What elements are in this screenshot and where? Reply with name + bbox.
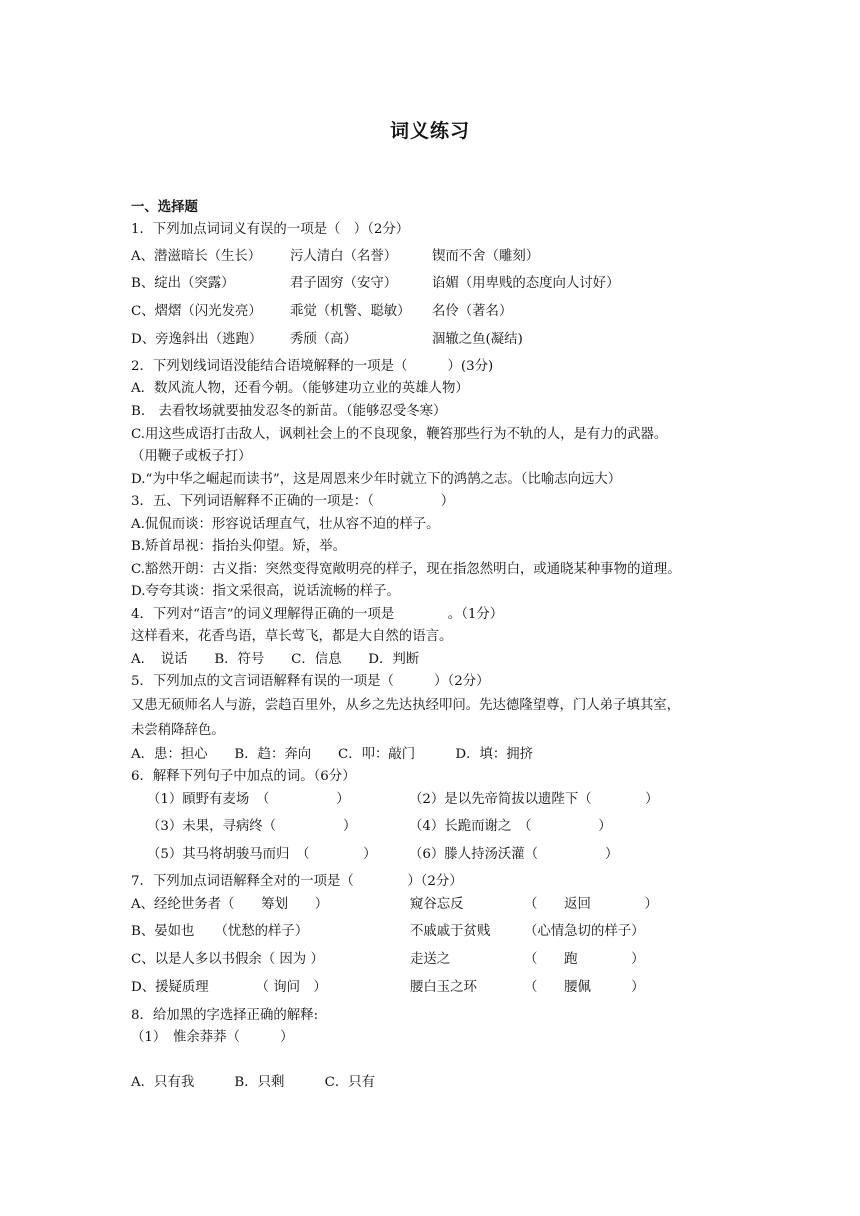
q3-option-b: B.矫首昂视：指抬头仰望。矫，举。 [131,539,346,554]
q6-item-3: （3）未果，寻病终（ ） [147,819,357,834]
q1-b-1: B、绽出（突露） [131,276,235,291]
q6-item-4: （4）长跪而谢之 （ ） [409,819,612,834]
q7-b-2: 不戚戚于贫贱 [410,924,491,939]
q5-stem: 5．下列加点的文言词语解释有误的一项是（ ）（2分） [131,674,490,689]
q1-a-1: A、潜滋暗长（生长） [131,249,262,264]
q6-item-6: （6）滕人持汤沃灌（ ） [409,847,619,862]
q3-option-d: D.夸夸其谈：指文采很高，说话流畅的样子。 [131,584,400,599]
q7-a-1: A、经纶世务者（ 筹划 ） [131,897,329,912]
page-title: 词义练习 [389,120,470,142]
q4-options: A． 说话 B．符号 C．信息 D．判断 [131,652,420,667]
q4-passage: 这样看来，花香鸟语，草长莺飞，都是大自然的语言。 [131,629,453,644]
q1-c-3: 名伶（著名） [432,304,513,319]
q6-row-3 [147,845,707,865]
q1-row-d [131,330,751,350]
q8-item: （1） 惟余莽莽（ ） [131,1030,294,1045]
q7-row-c [131,950,731,970]
q7-c-1: C、以是人多以书假余（ 因为 ） [131,952,324,967]
q3-option-c: C.豁然开朗：古义指：突然变得宽敞明亮的样子，现在指忽然明白，或通晓某种事物的道理。 [131,562,681,577]
q2-option-a: A．数风流人物，还看今朝。（能够建功立业的英雄人物） [131,381,469,396]
q7-d-2: 腰白玉之环 [410,980,477,995]
q1-row-a [131,247,751,267]
q7-c-3: （ 跑 ） [524,952,645,967]
q1-row-b [131,274,751,294]
q6-stem: 6．解释下列句子中加点的词。（6分） [131,769,356,784]
q2-option-c-cont: （用鞭子或板子打） [131,449,252,464]
q6-row-2 [147,817,707,837]
q7-row-b [131,922,731,942]
q1-d-1: D、旁逸斜出（逃跑） [131,332,263,347]
q7-c-2: 走送之 [410,952,451,967]
q6-item-2: （2）是以先帝简拔以遗陛下（ ） [409,792,659,807]
q1-d-2: 秀颀（高） [290,332,357,347]
q1-a-3: 锲而不舍（雕刻） [432,249,540,264]
q1-b-3: 谄媚（用卑贱的态度向人讨好） [432,276,620,291]
q4-stem: 4．下列对“语言”的词义理解得正确的一项是 。（1分） [131,607,504,622]
q1-c-2: 乖觉（机警、聪敏） [290,304,411,319]
q7-row-d [131,978,731,998]
q2-option-b: B. 去看牧场就要抽发忍冬的新苗。（能够忍受冬寒） [131,404,447,419]
q7-row-a [131,895,731,915]
q7-a-2: 窥谷忘反 [410,897,464,912]
q6-item-5: （5）其马将胡骏马而归 （ ） [147,847,377,862]
q1-row-c [131,302,751,322]
q7-d-1: D、援疑质理 （ 询问 ） [131,980,327,995]
q5-options: A．患：担心 B．趋：奔向 C．叩：敲门 D．填：拥挤 [131,747,534,762]
q8-stem: 8．给加黑的字选择正确的解释: [131,1008,319,1023]
q7-a-3: （ 返回 ） [524,897,658,912]
q1-a-2: 污人清白（名誉） [290,249,398,264]
q1-stem: 1．下列加点词词义有误的一项是（ ）（2分） [131,222,410,237]
q7-d-3: （ 腰佩 ） [524,980,645,995]
q1-c-1: C、熠熠（闪光发亮） [131,304,262,319]
q5-passage-2: 未尝稍降辞色。 [131,723,225,738]
q1-b-2: 君子固穷（安守） [290,276,398,291]
q6-item-1: （1）頋野有麦场 （ ） [147,792,350,807]
q6-row-1 [147,790,707,810]
q7-stem: 7．下列加点词语解释全对的一项是（ ）（2分） [131,874,463,889]
q3-stem: 3．五、下列词语解释不正确的一项是：（ ） [131,494,455,509]
q1-d-3: 涸辙之鱼(凝结) [432,332,523,347]
q7-b-1: B、晏如也 （忧愁的样子） [131,924,309,939]
q5-passage-1: 又患无硕师名人与游，尝趋百里外，从乡之先达执经叩问。先达德隆望尊，门人弟子填其室， [131,698,681,713]
q2-option-d: D.“为中华之崛起而读书”，这是周恩来少年时就立下的鸿鹄之志。（比喻志向远大） [131,472,622,487]
q2-stem: 2．下列划线词语没能结合语境解释的一项是（ ）(3分) [131,359,494,374]
q7-b-3: （心情急切的样子） [524,924,645,939]
q2-option-c: C.用这些成语打击敌人，讽刺社会上的不良现象，鞭笞那些行为不轨的人，是有力的武器。 [131,427,668,442]
q3-option-a: A.侃侃而谈：形容说话理直气，壮从容不迫的样子。 [131,517,440,532]
q8-options: A．只有我 B．只剩 C．只有 [131,1075,376,1090]
section-heading: 一、选择题 [131,200,198,215]
